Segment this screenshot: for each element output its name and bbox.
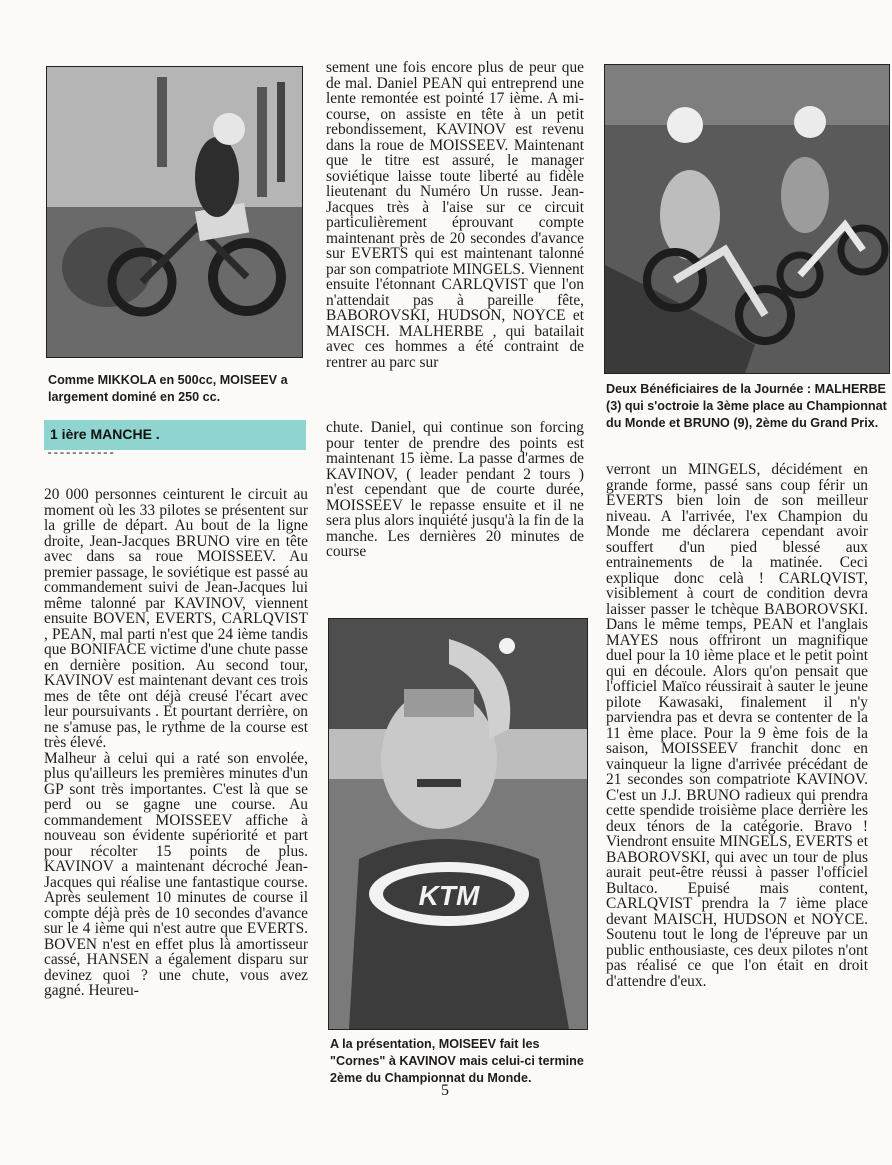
caption-malherbe: Deux Bénéficiaires de la Journée : MALHERBE (3) qui s'octroie la 3ème place au Championnat du Monde et BRUNO (9), 2ème du Grand Prix.	[606, 382, 887, 430]
section-title: 1 ière MANCHE .	[50, 426, 160, 442]
section-underline: -----------	[46, 446, 115, 460]
caption-moiseev: A la présentation, MOISEEV fait les "Cornes" à KAVINOV mais celui-ci termine 2ème du Championnat du Monde.	[330, 1037, 584, 1085]
photo-moiseev-portrait	[328, 618, 588, 1030]
article-column-middle-bottom: chute. Daniel, qui continue son forcing pour tenter de prendre des points est maintenant 15 ième. La passe d'armes de KAVINOV, ( leader pendant 2 tours ) n'est cependant que de courte durée, MOISSEEV le repasse ensuite et il ne sera plus alors inquiété jusqu'à la fin de la manche. Les dernières 20 minutes de course	[326, 419, 584, 560]
article-column-middle-top: sement une fois encore plus de peur que de mal. Daniel PEAN qui entreprend une lente remontée est pointé 17 ième. A mi-course, on assiste en tête à un petit rebondissement, KAVINOV est revenu dans la roue de MOISSEEV. Maintenant que le titre est assuré, le manager soviétique laisse toute liberté au fidèle lieutenant du Numéro Un russe. Jean-Jacques très à l'aise sur ce circuit particulièrement éprouvant compte maintenant près de 20 secondes d'avance sur EVERTS qui est maintenant talonné par son compatriote MINGELS. Viennent ensuite l'étonnant CARLQVIST que l'on n'attendait pas à pareille fête, BABOROVSKI, HUDSON, NOYCE et MAISCH. MALHERBE , qui batailait avec ces hommes a été contraint de rentrer au parc sur	[326, 59, 584, 371]
article-column-right: verront un MINGELS, décidément en grande forme, passé sans coup férir un EVERTS bien loin de son meilleur niveau. A l'arrivée, l'ex Champion du Monde me déclarera cependant avoir souffert d'un pied blessé aux entrainements de la matinée. Ceci explique donc celà ! CARLQVIST, visiblement à court de condition devra laisser passer le tchèque BABOROVSKI. Dans le même temps, PEAN et l'anglais MAYES nous offriront un magnifique duel pour la 10 ième place et le petit point qui en découle. Alors qu'on pensait que l'officiel Maïco réussirait à sauter le jeune pilote Kawasaki, finalement il n'y parviendra pas et devra se contenter de la 11 ème place. Pour la 9 ème fois de la saison, MOISSEEV franchit donc en vainqueur la ligne d'arrivée précédant de 21 secondes son compatriote KAVINOV. C'est un J.J. BRUNO radieux qui prendra cette spendide troisième place derrière les deux ténors de la catégorie. Bravo ! Viendront ensuite MINGELS, EVERTS et BABOROVSKI, qui avec un tour de plus aurait peut-être réussi à passer l'officiel Bultaco. Epuisé mais content, CARLQVIST prendra la 7 ième place devant MAISCH, HUDSON et NOYCE. Soutenu tout le long de l'épreuve par un public enthousiaste, ces deux pilotes n'ont pas réalisé ce que l'on était en droit d'attendre d'eux.	[606, 461, 868, 990]
two-riders-jump-photo-icon	[605, 65, 889, 373]
article-column-left: 20 000 personnes ceinturent le circuit au moment où les 33 pilotes se présentent sur la grille de départ. Au bout de la ligne droite, Jean-Jacques BRUNO vire en tête avec dans sa roue MOISSEEV. Au premier passage, le soviétique est passé au commandement suivi de Jean-Jacques lui même talonné par KAVINOV, viennent ensuite BOVEN, EVERTS, CARLQVIST , PEAN, mal parti n'est que 24 ième tandis que BONIFACE victime d'une chute passe en dernière position. Au second tour, KAVINOV est maintenant devant ces trois mes de tête ont déjà creusé l'écart avec leur poursuivants . Et pourtant derrière, on ne s'amuse pas, le rythme de la course est très élevé. Malheur à celui qui a raté son envolée, plus qu'ailleurs les premières minutes d'un GP sont très importantes. C'est là que se perd ou se gagne une course. Au commandement MOISSEEV affiche à nouveau son évidente supériorité et part pour récolter 15 points de plus. KAVINOV a maintenant décroché Jean-Jacques qui réalise une fantastique course. Après seulement 10 minutes de course il compte déjà près de 10 secondes d'avance sur le 4 ième qui n'est autre que EVERTS. BOVEN n'est en effet plus là amortisseur cassé, HANSEN a également disparu sur devinez quoi ? une chute, vous avez gagné. Heureu-	[44, 486, 308, 999]
section-header-1ere-manche	[44, 420, 306, 460]
rider-portrait-photo-icon	[329, 619, 587, 1029]
page-number: 5	[441, 1082, 449, 1099]
photo-mikkola-moiseev	[46, 66, 303, 358]
caption-mikkola: Comme MIKKOLA en 500cc, MOISEEV a largement dominé en 250 cc.	[48, 373, 288, 404]
motocross-rider-photo-icon	[47, 67, 302, 357]
photo-malherbe-bruno	[604, 64, 890, 374]
jersey-logo: KTM	[418, 880, 480, 911]
